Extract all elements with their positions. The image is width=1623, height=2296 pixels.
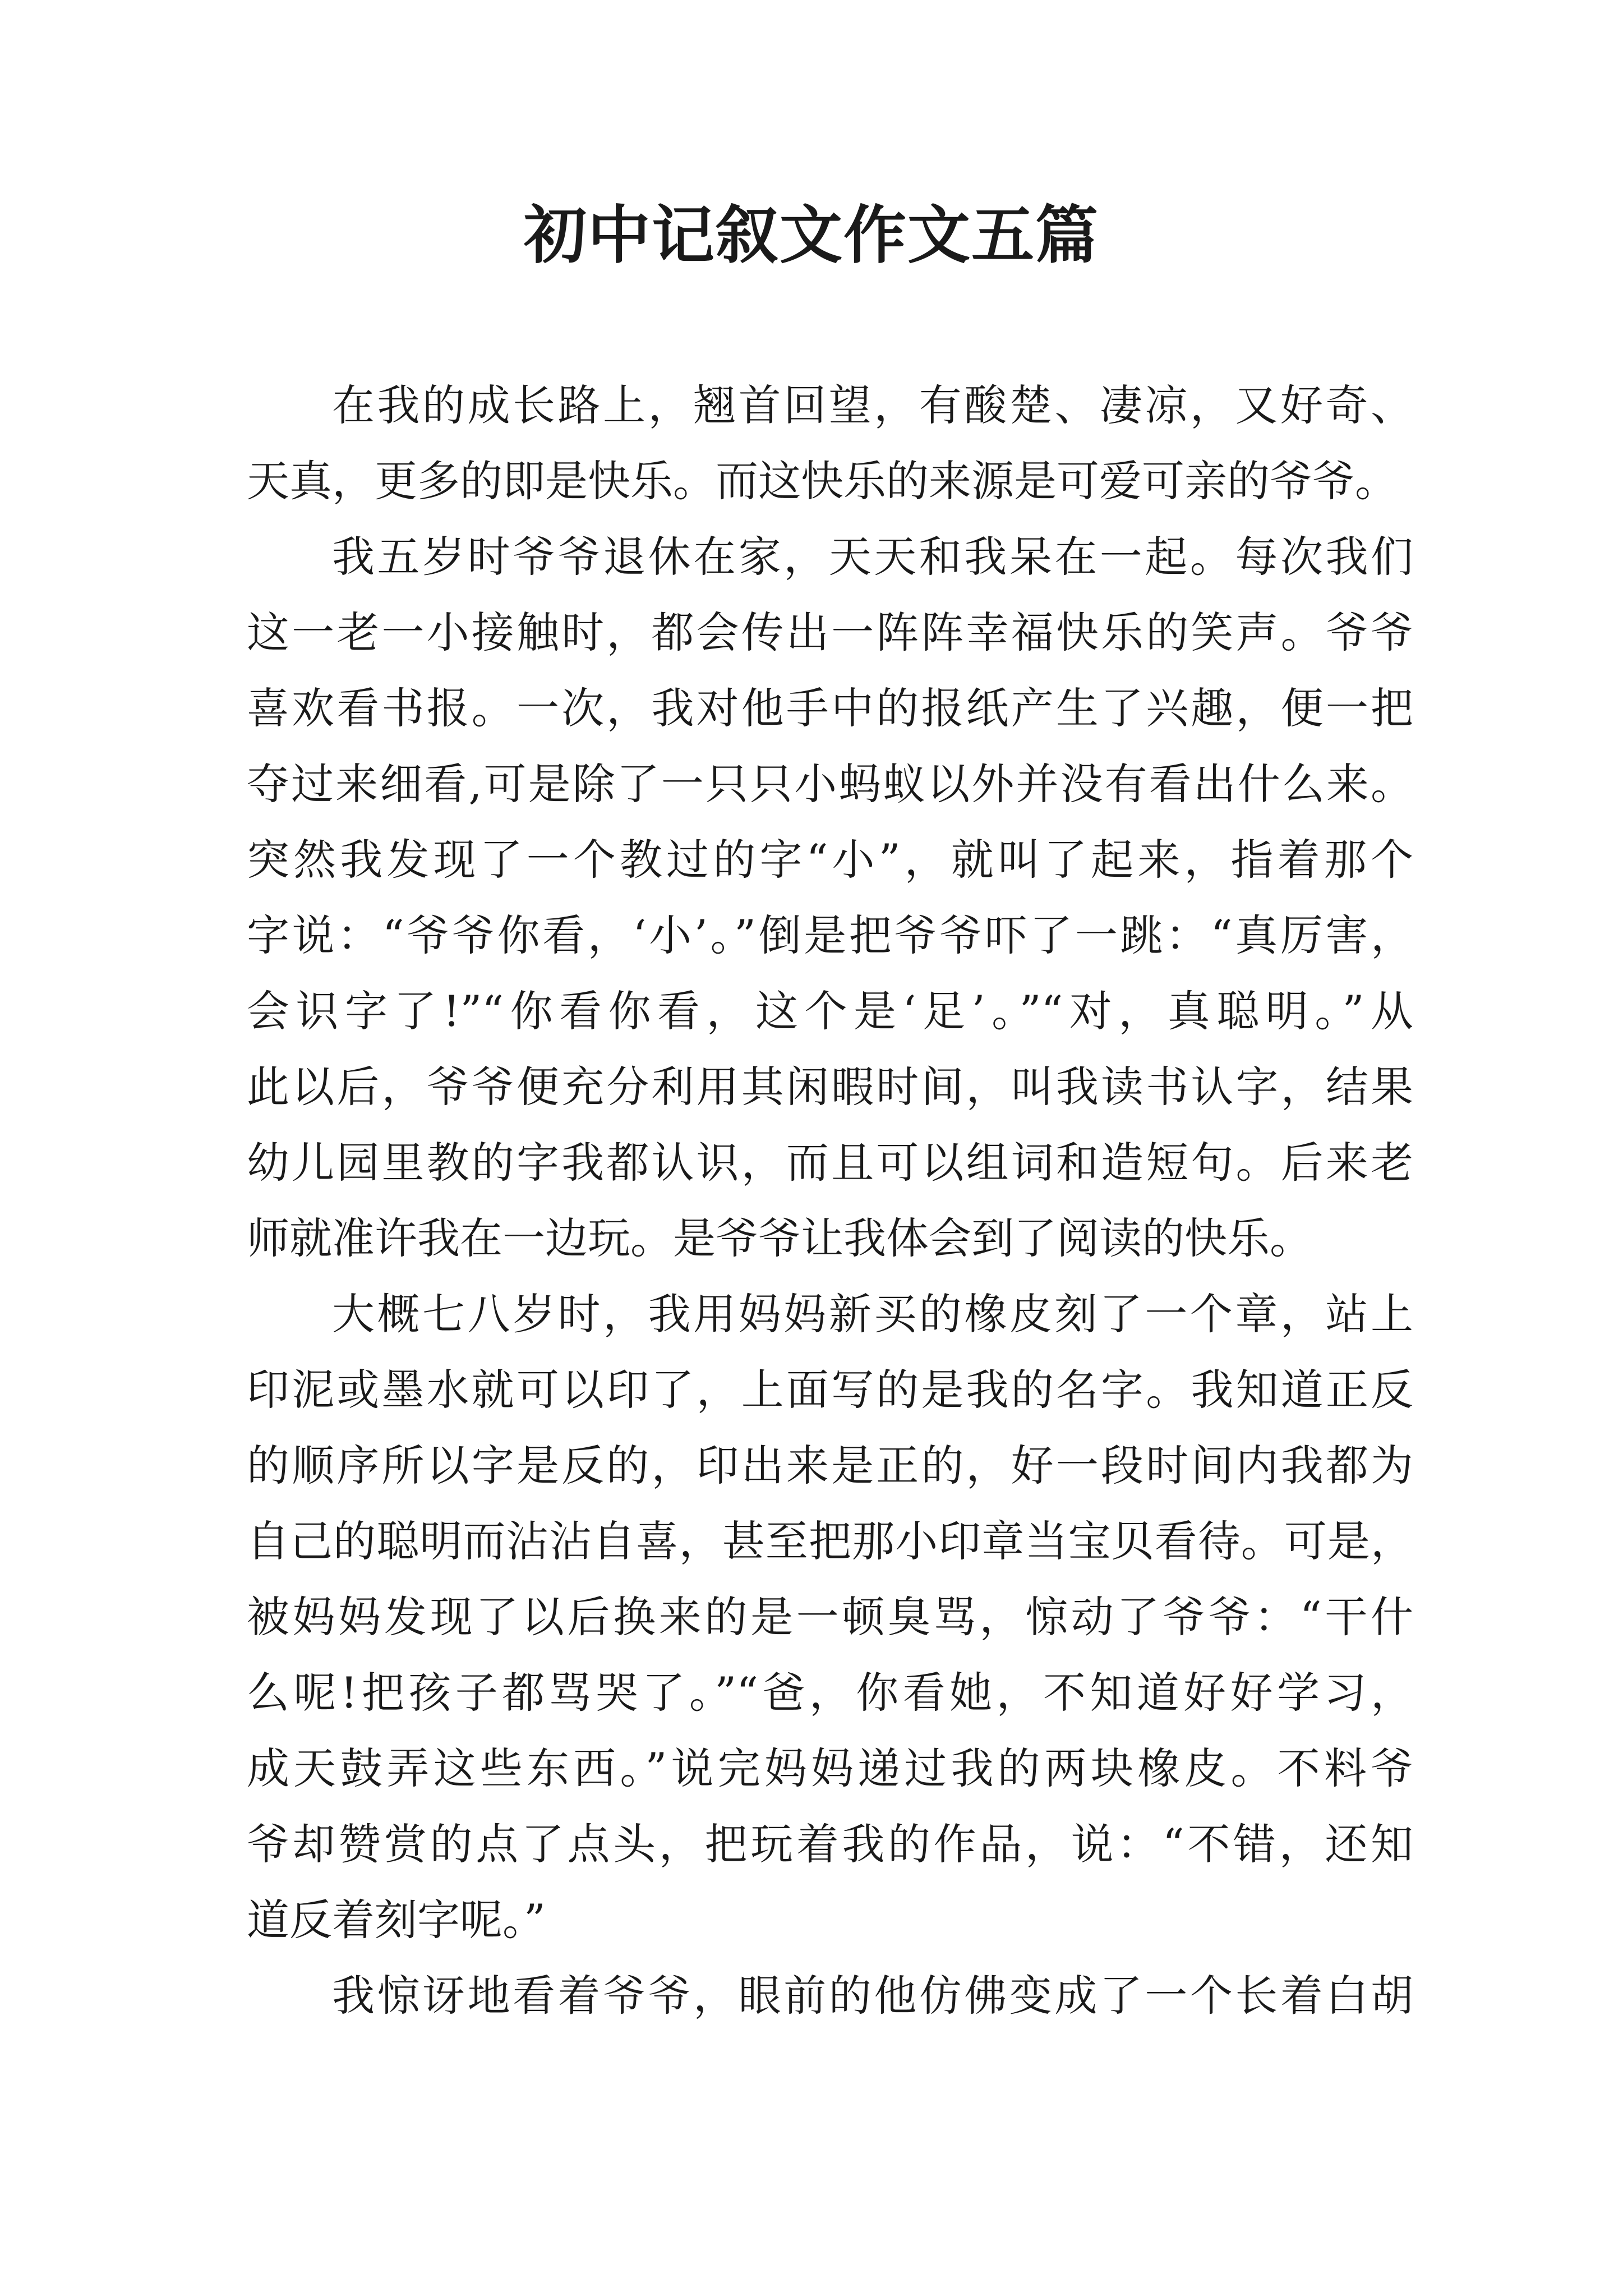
text-line: 此以后，爷爷便充分利用其闲暇时间，叫我读书认字，结果	[247, 1062, 1413, 1112]
text-line: 我五岁时爷爷退休在家，天天和我呆在一起。每次我们	[332, 532, 1413, 582]
document-title: 初中记叙文作文五篇	[524, 199, 1099, 272]
text-line: 喜欢看书报。一次，我对他手中的报纸产生了兴趣，便一把	[247, 683, 1413, 733]
text-line: 我惊讶地看着爷爷，眼前的他仿佛变成了一个长着白胡	[332, 1971, 1413, 2021]
text-line: 大概七八岁时，我用妈妈新买的橡皮刻了一个章，站上	[332, 1289, 1413, 1339]
text-line: 这一老一小接触时，都会传出一阵阵幸福快乐的笑声。爷爷	[247, 608, 1413, 657]
text-line: 师就准许我在一边玩。是爷爷让我体会到了阅读的快乐。	[247, 1213, 1312, 1263]
text-line: 会识字了!”“你看你看，这个是‘足’。”“对，真聪明。”从	[247, 986, 1413, 1036]
text-line: 爷却赞赏的点了点头，把玩着我的作品，说：“不错，还知	[247, 1819, 1413, 1869]
text-line: 在我的成长路上，翘首回望，有酸楚、凄凉，又好奇、	[332, 380, 1413, 430]
text-line: 字说：“爷爷你看，‘小’。”倒是把爷爷吓了一跳：“真厉害，	[247, 910, 1413, 960]
text-line: 被妈妈发现了以后换来的是一顿臭骂，惊动了爷爷：“干什	[247, 1592, 1413, 1642]
text-line: 成天鼓弄这些东西。”说完妈妈递过我的两块橡皮。不料爷	[247, 1743, 1413, 1793]
text-line: 突然我发现了一个教过的字“小”，就叫了起来，指着那个	[247, 835, 1413, 885]
document-body	[247, 367, 1413, 2033]
text-line: 么呢!把孩子都骂哭了。”“爸，你看她，不知道好好学习，	[247, 1668, 1413, 1718]
text-line: 的顺序所以字是反的，印出来是正的，好一段时间内我都为	[247, 1441, 1413, 1490]
text-line: 自己的聪明而沾沾自喜，甚至把那小印章当宝贝看待。可是，	[247, 1516, 1413, 1566]
text-line: 幼儿园里教的字我都认识，而且可以组词和造短句。后来老	[247, 1138, 1413, 1188]
text-line: 天真，更多的即是快乐。而这快乐的来源是可爱可亲的爷爷。	[247, 456, 1398, 506]
text-line: 夺过来细看,可是除了一只只小蚂蚁以外并没有看出什么来。	[247, 759, 1413, 809]
text-line: 道反着刻字呢。”	[247, 1895, 546, 1945]
text-line: 印泥或墨水就可以印了，上面写的是我的名字。我知道正反	[247, 1365, 1413, 1415]
